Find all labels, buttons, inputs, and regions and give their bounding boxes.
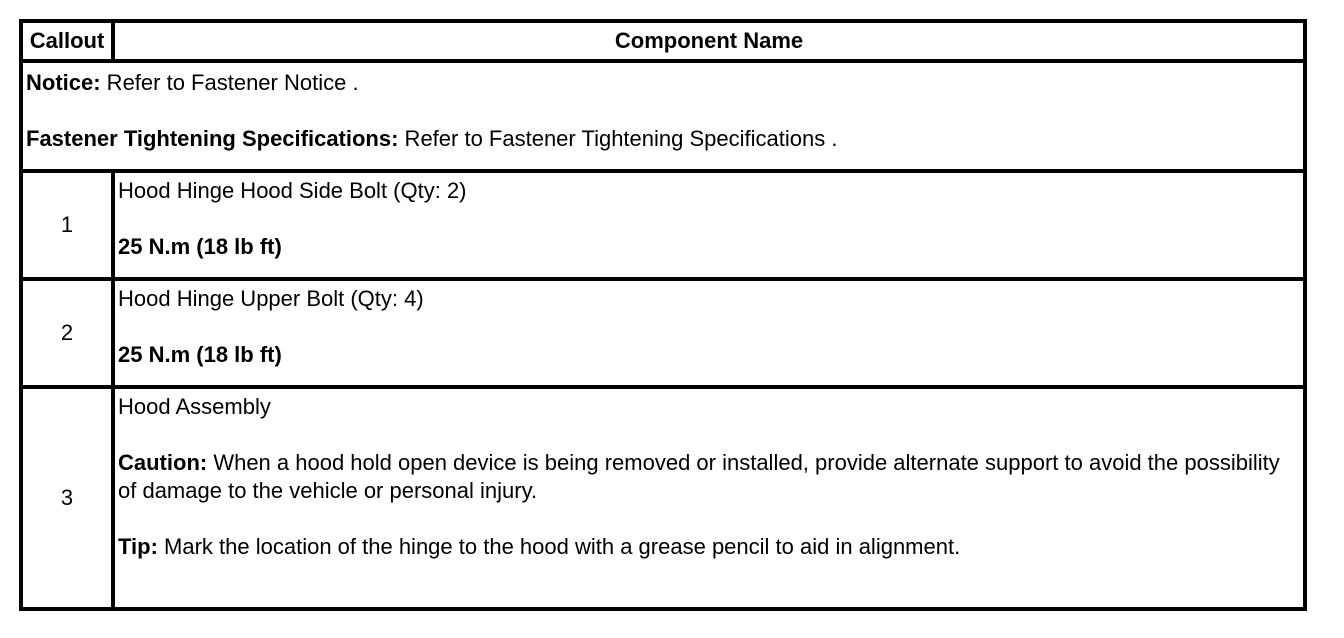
notice-cell xyxy=(21,61,1305,171)
tip-text: Mark the location of the hinge to the hood with a grease pencil to aid in alignment. xyxy=(157,534,961,559)
spec-label: Fastener Tightening Specifications: xyxy=(26,126,399,151)
component-cell xyxy=(113,279,1305,387)
component-table xyxy=(19,19,1307,611)
callout-header: Callout xyxy=(21,21,113,61)
torque-spec: 25 N.m (18 lb ft) xyxy=(118,234,282,259)
component-cell xyxy=(113,171,1305,279)
notice-label: Notice: xyxy=(26,70,101,95)
table-row xyxy=(21,171,1305,279)
spec-text: Refer to Fastener Tightening Specifications . xyxy=(398,126,838,151)
caution-label: Caution: xyxy=(118,450,208,475)
callout-number: 3 xyxy=(21,387,113,609)
table-row xyxy=(21,387,1305,609)
table-row xyxy=(21,279,1305,387)
component-name: Hood Assembly xyxy=(118,394,271,419)
component-name: Hood Hinge Hood Side Bolt (Qty: 2) xyxy=(118,178,467,203)
notice-row xyxy=(21,61,1305,171)
spec-line xyxy=(26,125,1303,153)
tip-note xyxy=(118,533,1295,561)
torque-spec: 25 N.m (18 lb ft) xyxy=(118,342,282,367)
notice-line xyxy=(26,69,1303,97)
tip-label: Tip: xyxy=(118,534,158,559)
callout-number: 2 xyxy=(21,279,113,387)
caution-text: When a hood hold open device is being removed or installed, provide alternate support to avoid the possibility of damage to the vehicle or personal injury. xyxy=(118,450,1280,503)
component-cell xyxy=(113,387,1305,609)
caution-note xyxy=(118,449,1295,505)
component-name-header: Component Name xyxy=(113,21,1305,61)
component-name: Hood Hinge Upper Bolt (Qty: 4) xyxy=(118,286,424,311)
notice-text: Refer to Fastener Notice . xyxy=(100,70,359,95)
header-row xyxy=(21,21,1305,61)
callout-number: 1 xyxy=(21,171,113,279)
